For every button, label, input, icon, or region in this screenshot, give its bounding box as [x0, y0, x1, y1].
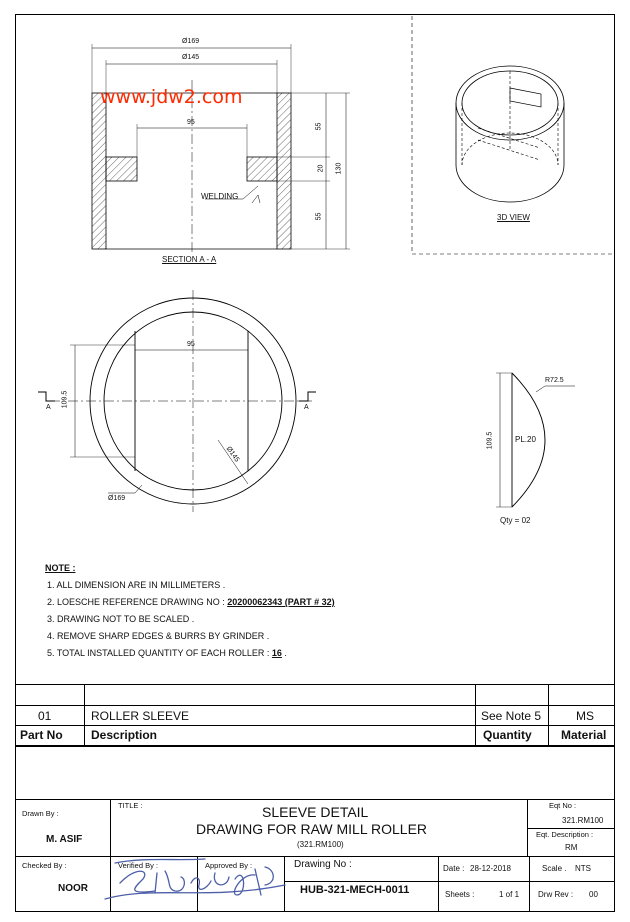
bom-line-2 — [15, 725, 615, 726]
tb-eqt-line — [527, 828, 615, 829]
notes-block — [45, 560, 335, 662]
sheets-label: Sheets : — [445, 890, 475, 899]
title-label: TITLE : — [118, 801, 143, 810]
dim-outer-diameter: Ø169 — [182, 38, 200, 45]
note-item-3: 3. DRAWING NOT TO BE SCALED . — [47, 614, 195, 624]
date-label: Date : — [443, 864, 465, 873]
date-value: 28-12-2018 — [470, 864, 511, 873]
checked-by-label: Checked By : — [22, 861, 67, 870]
eqt-desc-label: Eqt. Description : — [536, 830, 594, 839]
dim-130: 130 — [335, 162, 343, 175]
bom-part-no: 01 — [38, 709, 52, 723]
dim-109-plan: 109.5 — [61, 390, 69, 409]
bom-description: ROLLER SLEEVE — [91, 709, 190, 723]
drawing-no-value: HUB-321-MECH-0011 — [300, 884, 410, 896]
plan-view — [38, 290, 316, 512]
dim-95-section: 95 — [187, 119, 195, 126]
title-code: (321.RM100) — [297, 840, 344, 849]
bom-col-2 — [475, 684, 476, 745]
drw-rev-label: Drw Rev : — [538, 890, 574, 899]
signature-mark — [95, 855, 300, 903]
title-line-1: SLEEVE DETAIL — [262, 804, 369, 820]
view-3d-caption: 3D VIEW — [497, 213, 530, 222]
bom-bottom-line — [15, 745, 615, 747]
section-mark-left: A — [46, 404, 51, 411]
sheets-value: 1 of 1 — [499, 890, 520, 899]
tb-col-4 — [438, 856, 439, 912]
note-item-5: 5. TOTAL INSTALLED QUANTITY OF EACH ROLLER : 16 . — [47, 648, 287, 658]
bom-header-description: Description — [91, 728, 158, 742]
view-3d-drawing — [456, 66, 564, 202]
dim-109-plate: 109.5 — [486, 431, 494, 450]
bom-header-material: Material — [561, 728, 607, 742]
watermark-text: www.jdw2.com — [100, 86, 243, 108]
bom-top-line — [15, 684, 615, 685]
dim-55-bottom: 55 — [315, 212, 323, 221]
bom-col-3 — [548, 684, 549, 745]
section-mark-right: A — [304, 404, 309, 411]
note-item-2: 2. LOESCHE REFERENCE DRAWING NO : 20200062343 (PART # 32) — [47, 597, 335, 607]
plate-radius: R72.5 — [545, 377, 564, 384]
title-line-2: DRAWING FOR RAW MILL ROLLER — [196, 821, 428, 837]
drawn-by-value: M. ASIF — [46, 834, 83, 845]
tb-top-line — [15, 799, 615, 800]
tb-col-eqt — [527, 799, 528, 856]
plate-label: PL.20 — [515, 435, 536, 444]
section-right-wall — [277, 93, 291, 249]
plate-qty: Qty = 02 — [500, 516, 531, 525]
dim-55-top: 55 — [315, 122, 323, 131]
notes-heading: NOTE : — [45, 563, 76, 573]
bom-header-quantity: Quantity — [483, 728, 532, 742]
bom-header-part-no: Part No — [20, 728, 63, 742]
bom-line-1 — [15, 705, 615, 706]
bom-col-1 — [84, 684, 85, 745]
welding-label: WELDING — [201, 192, 239, 201]
tb-sheets-line — [284, 881, 615, 882]
eqt-desc-value: RM — [565, 843, 578, 852]
section-left-wall — [92, 93, 106, 249]
verified-by-label: Verified By : — [118, 861, 159, 870]
bom-quantity: See Note 5 — [481, 709, 542, 723]
section-view — [92, 44, 350, 255]
drw-rev-value: 00 — [589, 890, 598, 899]
eqt-no-label: Eqt No : — [549, 801, 577, 810]
checked-by-value: NOOR — [58, 883, 88, 894]
scale-label: Scale . — [542, 864, 567, 873]
dim-145-plan: Ø145 — [224, 445, 241, 464]
section-left-plate — [106, 157, 137, 181]
section-right-plate — [247, 157, 277, 181]
note-item-4: 4. REMOVE SHARP EDGES & BURRS BY GRINDER . — [47, 631, 270, 641]
dim-20: 20 — [317, 164, 325, 173]
note-item-1: 1. ALL DIMENSION ARE IN MILLIMETERS . — [47, 580, 226, 590]
dim-95-plan: 95 — [187, 341, 195, 348]
tb-col-5 — [529, 856, 530, 912]
scale-value: NTS — [575, 864, 591, 873]
approved-by-label: Approved By : — [205, 861, 253, 870]
eqt-no-value: 321.RM100 — [562, 816, 604, 825]
section-caption: SECTION A - A — [162, 255, 217, 264]
drawing-no-label: Drawing No : — [294, 859, 352, 870]
dim-inner-diameter: Ø145 — [182, 54, 200, 61]
drawn-by-label: Drawn By : — [22, 809, 59, 818]
bom-material: MS — [576, 709, 594, 723]
dim-169-plan: Ø169 — [108, 495, 126, 502]
